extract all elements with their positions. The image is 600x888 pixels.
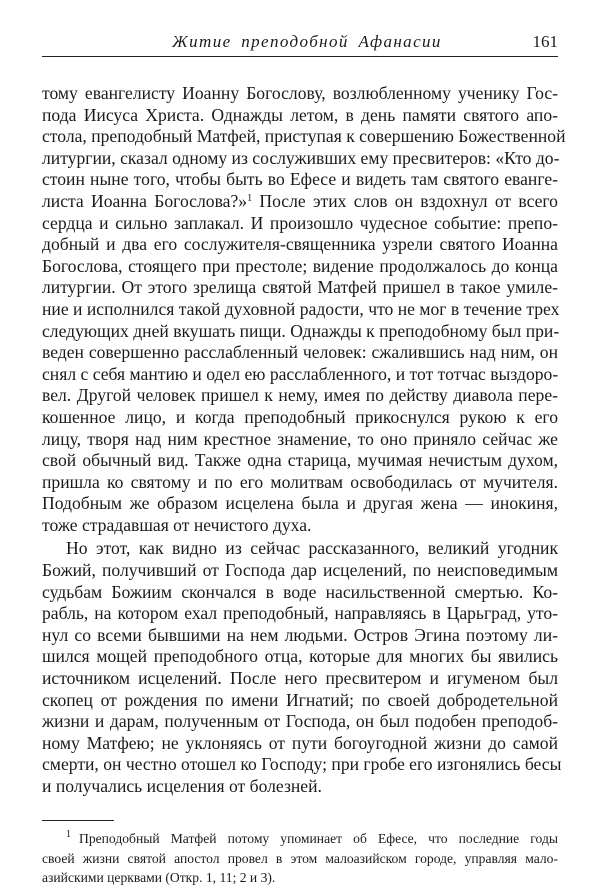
text-line: литургии, сказал одному из сослуживших ему пресвитеров: «Кто до- [42, 147, 560, 168]
text-line: снял с себя мантию и одел ею расслабленного, и тот тотчас выздоро- [42, 363, 559, 384]
text-line: пода Иисуса Христа. Однажды летом, в день памяти святого апо- [42, 104, 558, 125]
text-line: добный и два его сослужителя-священника узрели святого Иоанна [42, 234, 558, 255]
text-line: Божий, получивший от Господа дар исцелений, по неисповедимым [42, 560, 558, 581]
footnote-line: азийскими церквами (Откр. 1, 11; 2 и 3). [42, 870, 276, 885]
footnote-line: своей жизни святой апостол провел в этом малоазийском городе, управляя мало- [42, 850, 558, 866]
text-line: литургии. От этого зрелища святой Матфей пришел в такое умиле- [42, 277, 558, 298]
text-line: стоин ныне того, чтобы быть во Ефесе и видеть там святого еванге- [42, 169, 558, 190]
paragraph-1 [42, 83, 566, 536]
text-line: рабль, на котором ехал преподобный, направляясь в Царьград, уто- [42, 603, 558, 624]
text-line: смерти, он честно отошел ко Господу; при гробе его изгонялись бесы [42, 754, 562, 775]
footnote-reference[interactable]: 1 [247, 192, 253, 204]
text-line: пришла ко святому и по его молитвам освободилась от мучителя. [42, 471, 558, 492]
page-number: 161 [532, 32, 558, 51]
text-line: следующих дней вкушать пищи. Однажды к преподобному был при- [42, 320, 560, 341]
text-line: веден совершенно расслабленный человек: сжалившись над ним, он [42, 342, 558, 363]
footnote [42, 829, 558, 888]
text-line: ние и исполнился такой духовной радости, что не мог в течение трех [42, 298, 560, 319]
text-line: сердца и сильно заплакал. И произошло чудесное событие: препо- [42, 212, 558, 233]
text-line: скопец от рождения по имени Игнатий; по своей добродетельной [42, 689, 558, 710]
footnote-divider [42, 820, 114, 821]
footnote-marker: 1 [66, 829, 71, 840]
text-line: судьбам Божиим скончался в воде насильственной смертью. Ко- [42, 581, 558, 602]
text-segment: листа Иоанна Богослова?» [42, 190, 248, 211]
running-title: Житие преподобной Афанасии [172, 32, 442, 51]
text-line: и получались исцеления от болезней. [42, 776, 322, 796]
text-line: лицу, творя над ним крестное знамение, то оно приняло сейчас же [42, 428, 558, 449]
text-line: вел. Другой человек пришел к нему, имея по действу диавола пере- [42, 385, 558, 406]
text-line: шился мощей преподобного отца, которые для многих бы явились [42, 646, 558, 667]
text-line: стола, преподобный Матфей, приступая к совершению Божественной [42, 126, 566, 147]
text-line: источником исцелений. После него пресвитером и игуменом был [42, 668, 558, 689]
running-header [42, 32, 558, 57]
text-line: тоже страдавшая от нечистого духа. [42, 514, 312, 535]
main-text [42, 83, 566, 798]
text-line [42, 191, 558, 213]
text-line: тому евангелисту Иоанну Богослову, возлюбленному ученику Гос- [42, 83, 558, 103]
text-segment: После этих слов он вздохнул от всего [252, 190, 558, 211]
footnote-line [42, 829, 558, 849]
text-line: жизни и дарам, полученным от Господа, он был подобен преподоб- [42, 711, 558, 732]
text-line: кошенное лицо, и когда преподобный прикоснулся рукою к его [42, 406, 558, 427]
paragraph-2 [42, 538, 562, 797]
footnote-text: Преподобный Матфей потому упоминает об Ефесе, что последние годы [79, 831, 558, 846]
text-line: свой обычный вид. Также одна старица, мучимая нечистым духом, [42, 450, 558, 471]
text-line: Но этот, как видно из сейчас рассказанного, великий угодник [66, 538, 558, 559]
text-line: ному Матфею; не уклоняясь от пути богоугодной жизни до самой [42, 732, 558, 753]
text-line: Подобным же образом исцелена была и другая жена — инокиня, [42, 493, 558, 514]
text-line: Богослова, стоящего при престоле; видение продолжалось до конца [42, 255, 558, 276]
text-line: нул со всеми бывшими на нем людьми. Остров Эгина поэтому ли- [42, 624, 558, 645]
